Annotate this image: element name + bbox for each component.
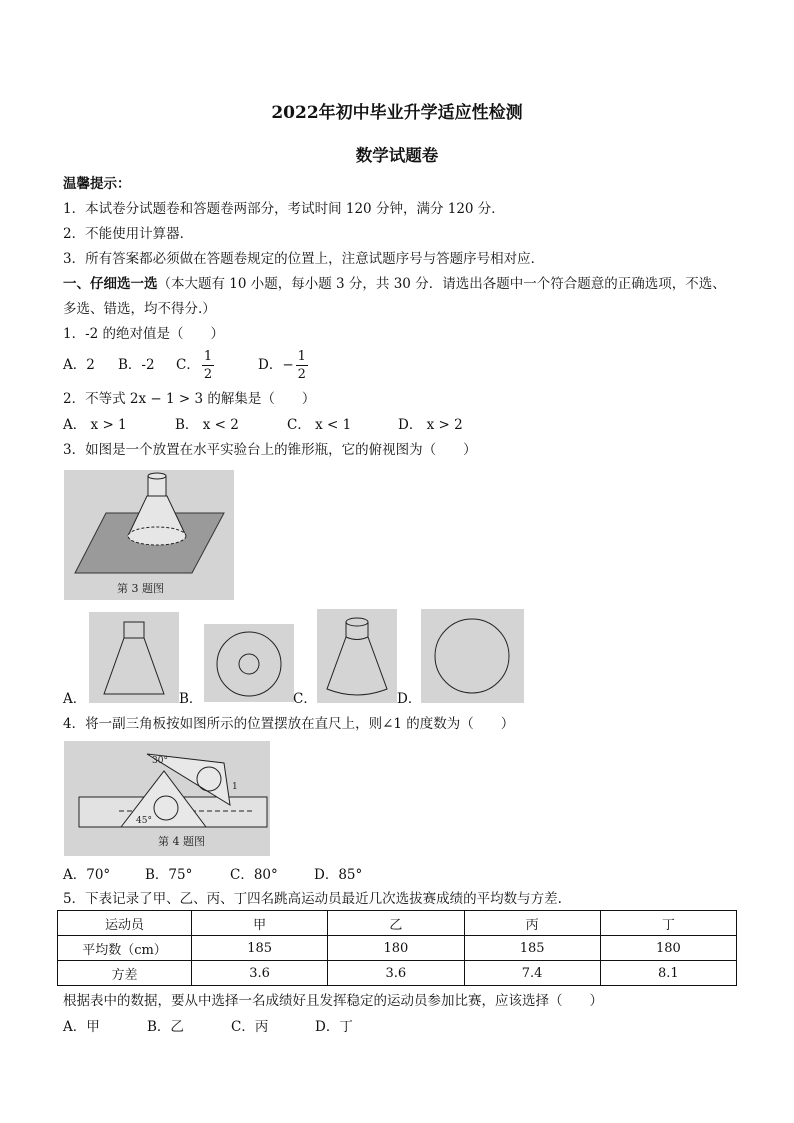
outer-circle [217, 632, 281, 696]
q3-option-b-label: B． [179, 691, 203, 707]
q3-option-c-label: C． [293, 691, 317, 707]
q1-stem: 1．-2 的绝对值是（ ） [63, 326, 225, 342]
angle-30-label: 30° [152, 756, 168, 766]
q3-option-b-figure [204, 624, 294, 702]
section1-intro [63, 275, 726, 293]
q5-option-b: B．乙 [147, 1019, 184, 1035]
section1-desc-2: 多选、错选，均不得分.） [63, 301, 216, 317]
neck-sides [346, 622, 368, 637]
q4-stem: 4．将一副三角板按如图所示的位置摆放在直尺上，则∠1 的度数为（ ） [63, 716, 515, 732]
table-cell: 180 [600, 936, 736, 961]
q4-option-b: B．75° [145, 867, 193, 883]
q5-followup: 根据表中的数据，要从中选择一名成绩好且发挥稳定的运动员参加比赛，应该选择（ ） [63, 993, 603, 1009]
table-header-cell: 乙 [328, 911, 464, 936]
q1-option-d-fraction [296, 348, 308, 383]
q5-option-c: C．丙 [231, 1019, 269, 1035]
neck-rect [124, 622, 144, 638]
table-cell: 8.1 [600, 961, 736, 986]
body-trapezoid [104, 638, 164, 694]
fraction-numerator: 1 [203, 349, 213, 364]
table-row [58, 936, 737, 961]
neck-bottom [346, 637, 368, 640]
q4-option-a: A．70° [63, 867, 111, 883]
exam-title: 2022年初中毕业升学适应性检测 [271, 103, 523, 123]
q1-option-c-fraction [202, 348, 214, 383]
q3-figure [64, 470, 234, 600]
table-header-row [58, 911, 737, 936]
table-header-cell: 运动员 [58, 911, 192, 936]
flask-base [128, 527, 186, 545]
q2-option-b: B． x < 2 [175, 417, 239, 433]
table-cell: 185 [192, 936, 328, 961]
angle-1-label: 1 [232, 782, 238, 792]
table-header-cell: 丙 [464, 911, 600, 936]
table-cell: 平均数（cm） [58, 936, 192, 961]
inner-circle [239, 654, 259, 674]
conical-flask-diagram [64, 470, 234, 600]
table-header-cell: 甲 [192, 911, 328, 936]
q2-option-a: A． x > 1 [63, 417, 127, 433]
q3-option-d-label: D． [397, 691, 422, 707]
circle-view-icon [421, 609, 524, 703]
flask-mouth [148, 473, 166, 479]
table-cell: 185 [464, 936, 600, 961]
q3-figure-caption: 第 3 题图 [117, 582, 164, 595]
triangle-ruler-diagram [64, 741, 270, 856]
athlete-stats-table [57, 910, 737, 986]
exam-subtitle: 数学试题卷 [355, 146, 439, 165]
q2-stem: 2．不等式 2x − 1 > 3 的解集是（ ） [63, 391, 316, 407]
fraction-denominator: 2 [297, 367, 306, 382]
q4-option-d: D．85° [314, 867, 363, 883]
tips-heading: 温馨提示： [63, 176, 131, 192]
q2-option-c: C． x < 1 [287, 417, 352, 433]
table-cell: 方差 [58, 961, 192, 986]
table-cell: 3.6 [192, 961, 328, 986]
neck-top [346, 618, 368, 626]
q4-figure-caption: 第 4 题图 [158, 835, 205, 848]
tip-item-3: 3．所有答案都必须做在答题卷规定的位置上，注意试题序号与答题序号相对应． [63, 251, 545, 267]
top-view-ring-icon [204, 624, 294, 702]
angle-45-label: 45° [136, 816, 152, 826]
section1-heading: 一、仔细选一选 [63, 276, 158, 292]
q1-option-c [176, 347, 216, 383]
front-view-icon [89, 612, 179, 703]
q3-option-c-figure [317, 609, 397, 703]
perspective-view-icon [317, 609, 397, 703]
q3-option-a-figure [89, 612, 179, 703]
fraction-denominator: 2 [203, 367, 213, 382]
section1-desc-1: （本大题有 10 小题，每小题 3 分，共 30 分．请选出各题中一个符合题意的正确选项，不选、 [157, 276, 726, 292]
q2-option-d: D． x > 2 [398, 417, 463, 433]
q1-option-c-label: C． [176, 357, 200, 373]
tip-item-1: 1．本试卷分试题卷和答题卷两部分，考试时间 120 分钟，满分 120 分． [63, 201, 505, 217]
q3-option-a-label: A． [63, 691, 87, 707]
q4-option-c: C．80° [230, 867, 278, 883]
q5-stem: 5．下表记录了甲、乙、丙、丁四名跳高运动员最近几次选拔赛成绩的平均数与方差. [63, 891, 562, 907]
q5-option-d: D．丁 [315, 1019, 353, 1035]
table-row [58, 961, 737, 986]
q1-option-d [258, 347, 310, 383]
fraction-numerator: 1 [297, 349, 306, 364]
table-cell: 7.4 [464, 961, 600, 986]
q1-option-a: A．2 [63, 357, 95, 373]
q1-option-d-label: D． [258, 357, 283, 373]
table-cell: 180 [328, 936, 464, 961]
q1-option-d-sign: − [282, 357, 294, 373]
table-cell: 3.6 [328, 961, 464, 986]
q5-option-a: A．甲 [63, 1019, 100, 1035]
q1-option-b: B．-2 [118, 357, 155, 373]
tip-item-2: 2．不能使用计算器． [63, 226, 194, 242]
table-header-cell: 丁 [600, 911, 736, 936]
single-circle [435, 619, 509, 693]
q4-figure [64, 741, 270, 856]
q3-option-d-figure [421, 609, 524, 703]
q3-stem: 3．如图是一个放置在水平实验台上的锥形瓶，它的俯视图为（ ） [63, 442, 477, 458]
body-outline [327, 637, 387, 695]
